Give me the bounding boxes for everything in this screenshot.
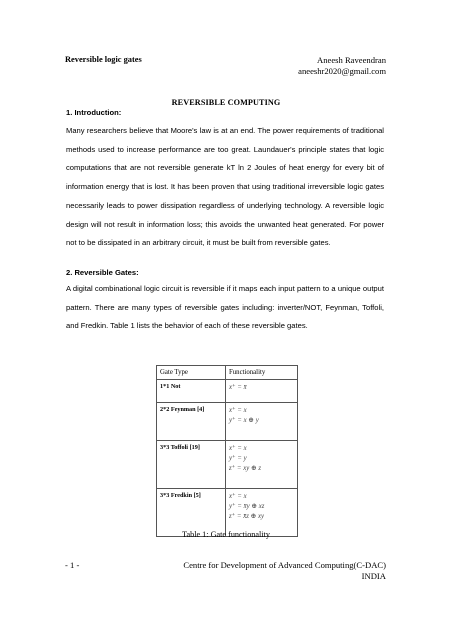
footer-organization: Centre for Development of Advanced Computing(C-DAC): [183, 560, 386, 570]
table-cell-gate: 3*3 Fredkin [5]: [157, 489, 226, 537]
table-row: [157, 380, 298, 403]
section-heading-reversible-gates: 2. Reversible Gates:: [66, 268, 139, 277]
section-heading-introduction: 1. Introduction:: [66, 108, 122, 117]
table-row: [157, 441, 298, 489]
table-row: [157, 403, 298, 441]
table-cell-function: [226, 403, 298, 441]
footer-country: INDIA: [361, 571, 386, 581]
function-line: y⁺ = y: [229, 455, 247, 462]
table-header-row: [157, 366, 298, 380]
footer-page-number: - 1 -: [65, 560, 80, 570]
table-header-functionality: Functionality: [226, 366, 298, 380]
table-cell-gate: 2*2 Feynman [4]: [157, 403, 226, 441]
function-line: x⁺ = x: [229, 445, 247, 452]
header-author-block: [298, 55, 386, 77]
header-title: Reversible logic gates: [65, 55, 142, 64]
function-line: x⁺ = x̄: [229, 384, 247, 391]
function-line: x⁺ = x: [229, 493, 247, 500]
header-author: Aneesh Raveendran: [317, 55, 386, 65]
function-line: x⁺ = x: [229, 407, 247, 414]
table-caption: Table 1: Gate functionality: [182, 530, 270, 539]
function-line: z⁺ = x̄z ⊕ xy: [229, 513, 265, 520]
gate-table: [156, 365, 298, 537]
header-email: aneeshr2020@gmail.com: [298, 66, 386, 76]
table-cell-function: [226, 380, 298, 403]
function-line: y⁺ = x̄y ⊕ xz: [229, 503, 265, 510]
table-header-gate-type: Gate Type: [157, 366, 226, 380]
function-line: z⁺ = xy ⊕ z: [229, 465, 261, 472]
function-line: y⁺ = x ⊕ y: [229, 417, 259, 424]
section-text-introduction: Many researchers believe that Moore's law is at an end. The power requirements of traditional methods used to increase performance are too great. Laundauer's principle states that logic computations that are not reversible generate kT ln 2 Joules of heat energy for every bit of information energy that is lost. It has been proven that using traditional irreversible logic gates necessarily leads to power dissipation regardless of underlying technology. A reversible logic design will not result in information loss; this avoids the unwanted heat generated. For power not to be dissipated in an arbitrary circuit, it must be built from reversible gates.: [66, 126, 384, 248]
table-cell-gate: 1*1 Not: [157, 380, 226, 403]
footer-organization-block: [183, 560, 386, 582]
table-cell-gate: 3*3 Toffoli [19]: [157, 441, 226, 489]
document-title: REVERSIBLE COMPUTING: [171, 98, 281, 107]
table-cell-function: [226, 441, 298, 489]
section-text-reversible-gates: A digital combinational logic circuit is reversible if it maps each input pattern to a unique output pattern. There are many types of reversible gates including: inverter/NOT, Feynman, Toffoli, and Fredkin. Table 1 lists the behavior of each of these reversible gates.: [66, 284, 384, 331]
